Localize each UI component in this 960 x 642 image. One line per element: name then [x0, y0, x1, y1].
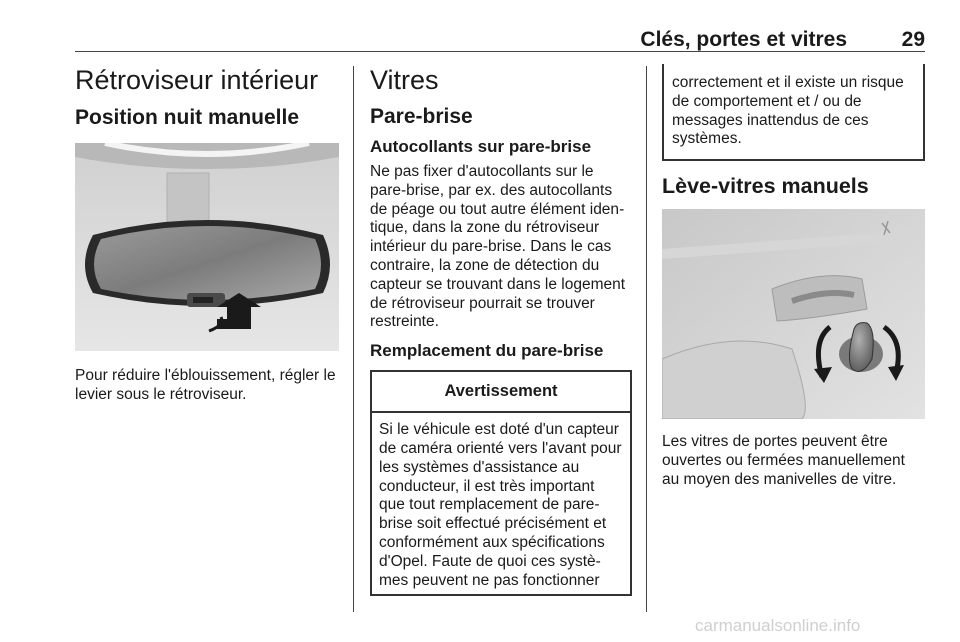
page-header — [75, 28, 925, 50]
section-heading-rearview-mirror: Rétroviseur intérieur — [75, 65, 319, 95]
subheading-windscreen: Pare-brise — [370, 105, 473, 128]
column-divider-2 — [646, 66, 647, 612]
column-divider-1 — [353, 66, 354, 612]
warning-box-continued — [662, 64, 925, 161]
watermark: carmanualsonline.info — [695, 616, 861, 635]
stickers-text: Ne pas fixer d'autocollants sur le pare-brise, par ex. des autocollants de péage ou tout autre élément identique, dans la zone du rétroviseur intérieur du pare-brise. Dans le cas contraire, la zone de détection du capteur se trouvant dans le logement de rétroviseur pourrait se trouver restreinte. — [370, 163, 626, 331]
rearview-mirror-figure — [75, 143, 339, 351]
warning-continued-text: correctement et il existe un risque de comportement et / ou de messages inattendus de ces systèmes. — [672, 74, 904, 148]
mirror-instructions-text: Pour réduire l'éblouissement, régler le levier sous le rétroviseur. — [75, 367, 336, 403]
warning-box — [370, 370, 632, 596]
window-crank-illustration — [662, 209, 925, 419]
warning-text: Si le véhicule est doté d'un capteur de caméra orienté vers l'avant pour les systèmes d'assistance au conducteur, il est très important que tout remplacement de pare-brise soit effectué précisément et conformément aux spécifications d'Opel. Faute de quoi ces systèmes peuvent ne pas fonctionner — [379, 421, 622, 589]
column-3 — [662, 64, 925, 490]
column-1 — [75, 64, 340, 405]
rearview-mirror-illustration — [75, 143, 339, 351]
subheading-windscreen-stickers: Autocollants sur pare-brise — [370, 137, 592, 156]
section-heading-windows: Vitres — [370, 65, 439, 95]
warning-title: Avertissement — [372, 372, 630, 413]
window-crank-figure — [662, 209, 925, 419]
header-rule — [75, 51, 925, 52]
header-title: Clés, portes et vitres — [640, 28, 847, 51]
page-number: 29 — [901, 28, 925, 51]
section-heading-manual-windows: Lève-vitres manuels — [662, 174, 869, 199]
manual-windows-text: Les vitres de portes peuvent être ouvertes ou fermées manuellement au moyen des manivelles de vitre. — [662, 433, 905, 488]
subheading-windscreen-replacement: Remplacement du pare-brise — [370, 341, 604, 361]
subheading-night-position: Position nuit manuelle — [75, 106, 300, 129]
column-2 — [370, 64, 632, 596]
